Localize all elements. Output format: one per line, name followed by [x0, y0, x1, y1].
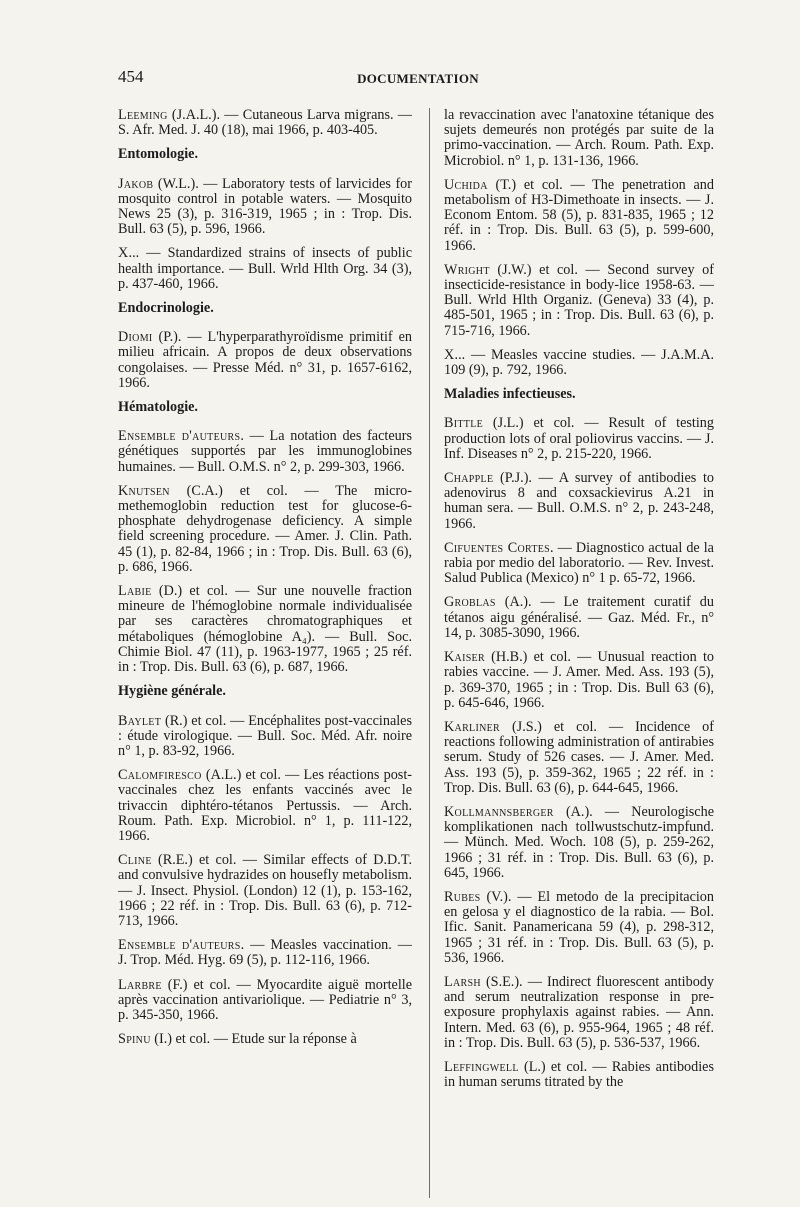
- entry-citation: (A.). — Le traitement curatif du tétanos aigu généralisé. — Gaz. Méd. Fr., n° 14, p. 3085-3090, 1966.: [444, 594, 714, 641]
- entry-citation: (P.J.). — A survey of antibodies to adenovirus 8 and coxsackievirus A.21 in human sera. — Bull. O.M.S. n° 2, p. 243-248, 1966.: [444, 470, 714, 532]
- entry-author: Uchida: [444, 176, 488, 193]
- bibliography-entry: [444, 263, 714, 339]
- entry-citation: . — Diagnostico actual de la rabia por medio del laboratorio. — Rev. Invest. Salud Publica (Mexico) n° 1 p. 65-72, 1966.: [444, 539, 714, 587]
- entry-author: Cline: [118, 852, 152, 869]
- bibliography-entry: [444, 650, 714, 711]
- entry-author: Diomi: [118, 329, 153, 346]
- entry-citation: (T.) et col. — The penetration and metabolism of H3-Dimethoate in insects. — J. Econom Entom. 58 (5), p. 831-835, 1965 ; 12 réf. in : Trop. Dis. Bull. 63 (5), p. 599-600, 1966.: [444, 176, 714, 254]
- entry-author: Larbre: [118, 976, 162, 993]
- bibliography-entry: [118, 768, 412, 844]
- entry-citation: (R.) et col. — Encéphalites post-vaccinales : étude virologique. — Bull. Soc. Méd. Afr. noire n° 1, p. 83-92, 1966.: [118, 712, 412, 759]
- entry-citation: (R.E.) et col. — Similar effects of D.D.T. and convulsive hydrazides on housefly metabolism. — J. Insect. Physiol. (London) 12 (1), p. 153-162, 1966 ; 22 réf. in : Trop. Dis. Bull. 63 (6), p. 712-713, 1966.: [118, 852, 412, 929]
- entry-author: Jakob: [118, 175, 154, 192]
- entry-citation: (V.). — El metodo de la precipitacion en gelosa y el diagnostico de la rabia. — Bol. Ific. Sanit. Panamericana 59 (4), p. 298-312, 1965 ; 31 réf. in : Trop. Dis. Bull. 63 (5), p. 536, 1966.: [444, 888, 714, 966]
- bibliography-entry: [444, 541, 714, 587]
- entry-citation: (A.). — Neurologische komplikationen nach tollwustschutz-impfund. — Münch. Med. Woch. 108 (5), p. 259-262, 1966 ; 31 réf. in : Trop. Dis. Bull. 63 (6), p. 645, 1966.: [444, 803, 714, 881]
- bibliography-entry: [118, 330, 412, 391]
- entry-author: Leffingwell: [444, 1058, 519, 1075]
- bibliography-entry: [444, 890, 714, 966]
- entry-citation: (P.). — L'hyperparathyroïdisme primitif en milieu africain. A propos de deux observations congolaises. — Presse Méd. n° 31, p. 1657-6162, 1966.: [118, 329, 412, 391]
- bibliography-entry: [118, 584, 412, 675]
- bibliography-entry: [118, 246, 412, 292]
- entry-author: X: [118, 245, 129, 262]
- entry-author: Knutsen: [118, 482, 170, 499]
- entry-author: Larsh: [444, 973, 481, 990]
- entry-citation: (J.L.) et col. — Result of testing production lots of oral poliovirus vaccins. — J. Inf. Diseases n° 2, p. 215-220, 1966.: [444, 415, 714, 462]
- entry-citation: (H.B.) et col. — Unusual reaction to rabies vaccine. — J. Amer. Med. Ass. 193 (5), p. 369-370, 1965 ; in : Trop. Dis. Bull 63 (6), p. 645-646, 1966.: [444, 649, 714, 711]
- entry-author: Spinu: [118, 1031, 151, 1048]
- entry-continuation: la revaccination avec l'anatoxine tétanique des sujets demeurés non protégés par suite de la primo-vaccination. — Arch. Roum. Path. Exp. Microbiol. n° 1, p. 131-136, 1966.: [444, 107, 714, 169]
- entry-citation: (F.) et col. — Myocardite aiguë mortelle après vaccination antivariolique. — Pediatrie n° 3, p. 345-350, 1966.: [118, 976, 412, 1023]
- section-heading: Hématologie.: [118, 399, 198, 416]
- left-column: [118, 108, 412, 1056]
- entry-citation: (A.L.) et col. — Les réactions post-vaccinales chez les enfants vaccinés avec le trivaccin diphtéro-tétanos Pertussis. — Arch. Roum. Path. Exp. Microbiol. n° 1, p. 111-122, 1966.: [118, 767, 412, 844]
- entry-citation: ... — Standardized strains of insects of public health importance. — Bull. Wrld Hlth Org. 34 (3), p. 437-460, 1966.: [118, 245, 412, 292]
- page-number: 454: [118, 67, 144, 86]
- bibliography-entry: [444, 348, 714, 378]
- bibliography-entry: [118, 429, 412, 475]
- entry-author: Chapple: [444, 470, 494, 487]
- entry-citation: (D.) et col. — Sur une nouvelle fraction mineure de l'hémoglobine normale individualisée par ses caractères chromatographiques et métaboliques (hémoglobine A₄). — Bull. Soc. Chimie Biol. 47 (11), p. 1963-1977, 1965 ; 25 réf. in : Trop. Dis. Bull. 63 (6), p. 687, 1966.: [118, 583, 412, 676]
- entry-citation: ... — Measles vaccine studies. — J.A.M.A. 109 (9), p. 792, 1966.: [444, 346, 714, 379]
- entry-citation: (J.S.) et col. — Incidence of reactions following administration of antirabies serum. Study of 526 cases. — J. Amer. Med. Ass. 193 (5), p. 359-362, 1965 ; 22 réf. in : Trop. Dis. Bull. 63 (6), p. 644-645, 1966.: [444, 718, 714, 796]
- running-head: DOCUMENTATION: [357, 71, 479, 86]
- entry-citation: (L.) et col. — Rabies antibodies in human serums titrated by the: [444, 1058, 714, 1091]
- entry-citation: (S.E.). — Indirect fluorescent antibody and serum neutralization response in pre-exposure prophylaxis against rabies. — Ann. Intern. Med. 63 (6), p. 955-964, 1965 ; 48 réf. in : Trop. Dis. Bull. 63 (5), p. 536-537, 1966.: [444, 973, 714, 1051]
- entry-citation: . — La notation des facteurs génétiques supportés par les immunoglobines humaines. — Bull. O.M.S. n° 2, p. 299-303, 1966.: [118, 428, 412, 475]
- bibliography-entry: [118, 938, 412, 968]
- entry-citation: . — Measles vaccination. — J. Trop. Méd. Hyg. 69 (5), p. 112-116, 1966.: [118, 937, 412, 969]
- bibliography-entry: [118, 177, 412, 238]
- section-heading: Entomologie.: [118, 146, 198, 163]
- entry-author: Baylet: [118, 712, 162, 729]
- section-heading: Maladies infectieuses.: [444, 386, 576, 403]
- entry-author: Karliner: [444, 718, 500, 735]
- entry-author: Calomfiresco: [118, 767, 202, 784]
- entry-author: Kaiser: [444, 649, 485, 666]
- bibliography-entry: [444, 720, 714, 796]
- entry-citation: (I.) et col. — Etude sur la réponse à: [150, 1031, 357, 1048]
- entry-author: Leeming: [118, 107, 168, 123]
- column-divider: [429, 108, 430, 1198]
- bibliography-entry: [118, 978, 412, 1024]
- entry-author: Cifuentes Cortes: [444, 539, 551, 556]
- section-heading: Endocrinologie.: [118, 300, 214, 317]
- entry-author: Ensemble d'auteurs: [118, 428, 241, 445]
- bibliography-entry: [444, 178, 714, 254]
- bibliography-entry: [444, 471, 714, 532]
- bibliography-entry: [118, 108, 412, 138]
- entry-author: Ensemble d'auteurs: [118, 937, 241, 954]
- entry-author: X: [444, 346, 455, 363]
- entry-author: Groblas: [444, 594, 496, 611]
- bibliography-entry: [444, 805, 714, 881]
- entry-citation: (J.W.) et col. — Second survey of insecticide-resistance in body-lice 1958-63. — Bull. Wrld Hlth Organiz. (Geneva) 33 (4), p. 485-501, 1965 ; in : Trop. Dis. Bull. 63 (6), p. 715-716, 1966.: [444, 261, 714, 339]
- entry-author: Rubes: [444, 888, 481, 905]
- entry-author: Labie: [118, 583, 152, 600]
- entry-citation: (J.A.L.). — Cutaneous Larva migrans. — S. Afr. Med. J. 40 (18), mai 1966, p. 403-405.: [118, 107, 412, 139]
- bibliography-entry: [444, 595, 714, 641]
- bibliography-entry: [118, 853, 412, 929]
- entry-citation: (W.L.). — Laboratory tests of larvicides for mosquito control in potable waters. — Mosquito News 25 (3), p. 316-319, 1965 ; in : Trop. Dis. Bull. 63 (5), p. 596, 1966.: [118, 175, 412, 238]
- bibliography-entry: [444, 1060, 714, 1090]
- entry-author: Bittle: [444, 415, 484, 432]
- right-column: [444, 108, 714, 1099]
- entry-author: Wright: [444, 261, 490, 278]
- section-heading: Hygiène générale.: [118, 683, 226, 700]
- entry-citation: (C.A.) et col. — The micro-methemoglobin reduction test for glucose-6-phosphate dehydrogenase deficiency. A simple field screening procedure. — Amer. J. Clin. Path. 45 (1), p. 82-84, 1966 ; in : Trop. Dis. Bull. 63 (6), p. 686, 1966.: [118, 482, 412, 575]
- bibliography-entry: [118, 1032, 412, 1047]
- bibliography-entry: [118, 484, 412, 575]
- bibliography-entry: [444, 975, 714, 1051]
- bibliography-entry: [118, 714, 412, 760]
- bibliography-entry: [444, 416, 714, 462]
- entry-author: Kollmannsberger: [444, 803, 554, 820]
